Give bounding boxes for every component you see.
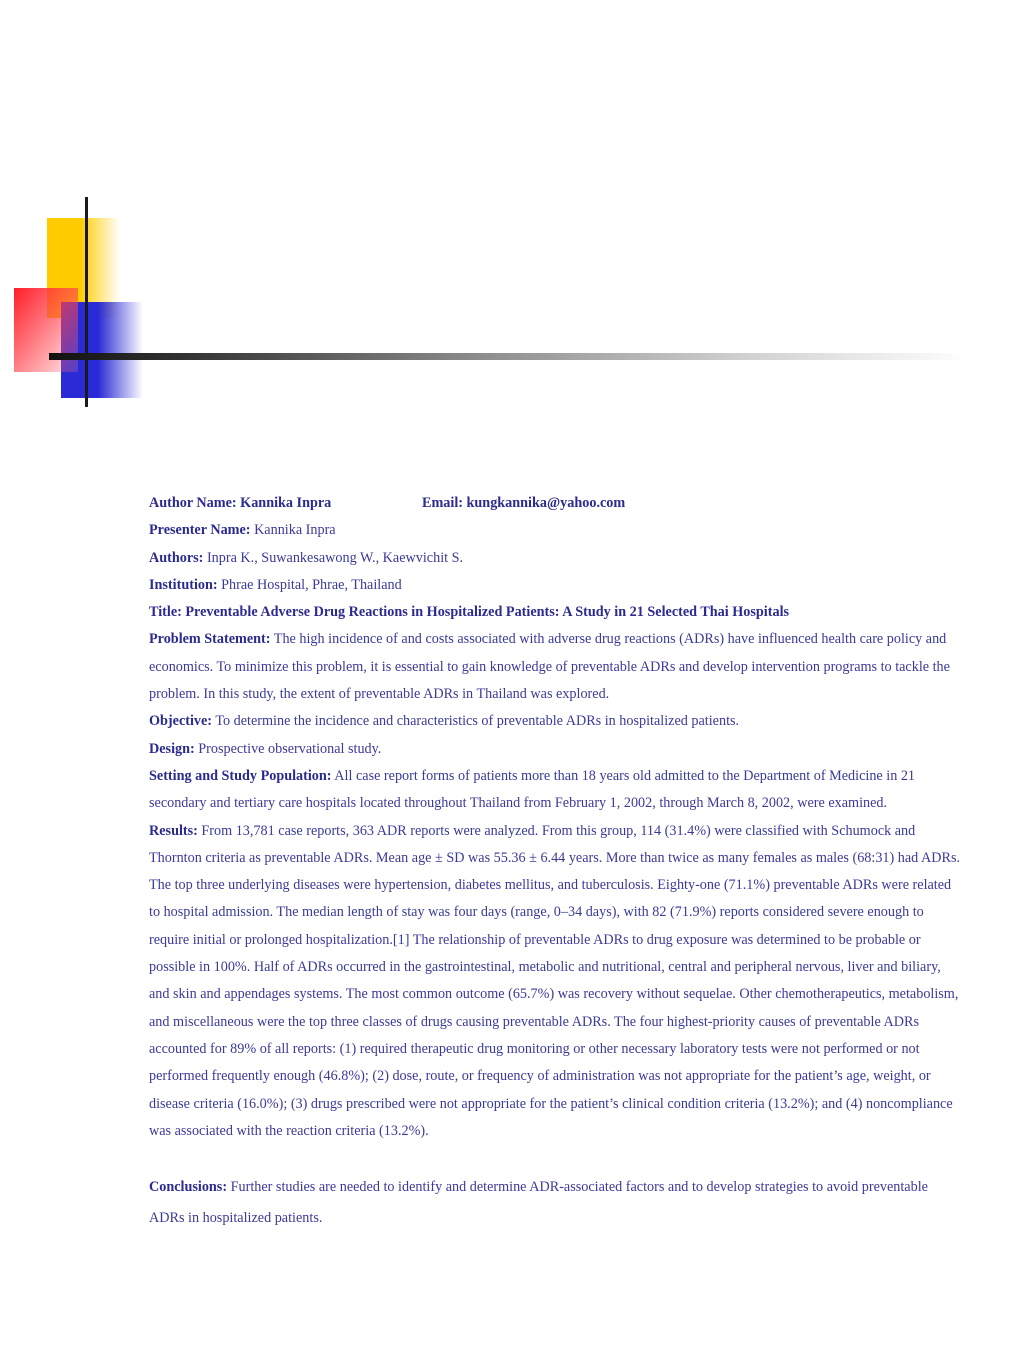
author-label: Author Name: bbox=[149, 495, 237, 511]
paragraph-spacer bbox=[149, 1145, 964, 1172]
presenter-label: Presenter Name: bbox=[149, 522, 251, 539]
presenter-line bbox=[149, 517, 964, 544]
email-address[interactable]: kungkannika@yahoo.com bbox=[466, 495, 626, 511]
setting-label: Setting and Study Population: bbox=[149, 767, 332, 784]
results-text: From 13,781 case reports, 363 ADR reports were analyzed. From this group, 114 (31.4%) were classified with Schumock and Thornton criteria as preventable ADRs. Mean age ± SD was 55.36 ± 6.44 years. More than twice as many females as males (68:31) had ADRs. The top three underlying diseases were hypertension, diabetes mellitus, and tuberculosis. Eighty-one (71.1%) preventable ADRs were related to hospital admission. The median length of stay was four days (range, 0–34 days), with 82 (71.9%) reports considered severe enough to require initial or prolonged hospitalization.[1] The relationship of preventable ADRs to drug exposure was determined to be probable or possible in 100%. Half of ADRs occurred in the gastrointestinal, metabolic and nutritional, central and peripheral nervous, liver and biliary, and skin and appendages systems. The most common outcome (65.7%) was recovery without sequelae. Other chemotherapeutics, metabolism, and miscellaneous were the top three classes of drugs causing preventable ADRs. The four highest-priority causes of preventable ADRs accounted for 89% of all reports: (1) required therapeutic drug monitoring or other necessary laboratory tests were not performed or not performed frequently enough (46.8%); (2) dose, route, or frequency of administration was not appropriate for the patient’s age, weight, or disease criteria (16.0%); (3) drugs prescribed were not appropriate for the patient’s clinical condition criteria (13.2%); and (4) noncompliance was associated with the reaction criteria (13.2%). bbox=[149, 822, 961, 1139]
author-name: Kannika Inpra bbox=[240, 495, 332, 511]
problem-text: The high incidence of and costs associated with adverse drug reactions (ADRs) have influenced health care policy and economics. To minimize this problem, it is essential to gain knowledge of preventable ADRs and develop intervention programs to tackle the problem. In this study, the extent of preventable ADRs in Thailand was explored. bbox=[149, 631, 950, 703]
authors-line bbox=[149, 545, 964, 572]
institution-line bbox=[149, 572, 964, 599]
objective-text: To determine the incidence and characteristics of preventable ADRs in hospitalized patients. bbox=[215, 713, 740, 730]
conclusions-text: Further studies are needed to identify and determine ADR-associated factors and to develop strategies to avoid preventable ADRs in hospitalized patients. bbox=[149, 1179, 928, 1227]
results-paragraph bbox=[149, 818, 964, 1146]
objective-line bbox=[149, 708, 964, 735]
horizontal-gradient-rule bbox=[49, 353, 969, 360]
results-label: Results: bbox=[149, 822, 198, 839]
email-field bbox=[422, 490, 625, 517]
presenter-name: Kannika Inpra bbox=[254, 522, 336, 539]
problem-label: Problem Statement: bbox=[149, 631, 271, 648]
email-label: Email: bbox=[422, 495, 463, 511]
design-label: Design: bbox=[149, 740, 195, 757]
conclusions-paragraph bbox=[149, 1172, 964, 1234]
design-text: Prospective observational study. bbox=[198, 740, 382, 757]
title-label: Title: bbox=[149, 604, 182, 621]
problem-statement bbox=[149, 626, 964, 708]
decorative-header-graphic bbox=[0, 0, 1024, 420]
setting-text: All case report forms of patients more than 18 years old admitted to the Department of Medicine in 21 secondary and tertiary care hospitals located throughout Thailand from February 1, 2002, through March 8, 2002, were examined. bbox=[149, 767, 916, 812]
conclusions-label: Conclusions: bbox=[149, 1179, 228, 1196]
title-line bbox=[149, 599, 964, 626]
vertical-rule-decoration bbox=[85, 197, 88, 407]
authors-list: Inpra K., Suwankesawong W., Kaewvichit S. bbox=[206, 549, 464, 566]
institution-label: Institution: bbox=[149, 576, 218, 593]
author-line bbox=[149, 490, 964, 517]
abstract-body bbox=[149, 490, 964, 1234]
objective-label: Objective: bbox=[149, 713, 213, 730]
setting-paragraph bbox=[149, 763, 964, 818]
institution-name: Phrae Hospital, Phrae, Thailand bbox=[221, 576, 402, 593]
design-line bbox=[149, 736, 964, 763]
authors-label: Authors: bbox=[149, 549, 204, 566]
paper-title: Preventable Adverse Drug Reactions in Hospitalized Patients: A Study in 21 Selected Thai Hospitals bbox=[185, 604, 790, 621]
